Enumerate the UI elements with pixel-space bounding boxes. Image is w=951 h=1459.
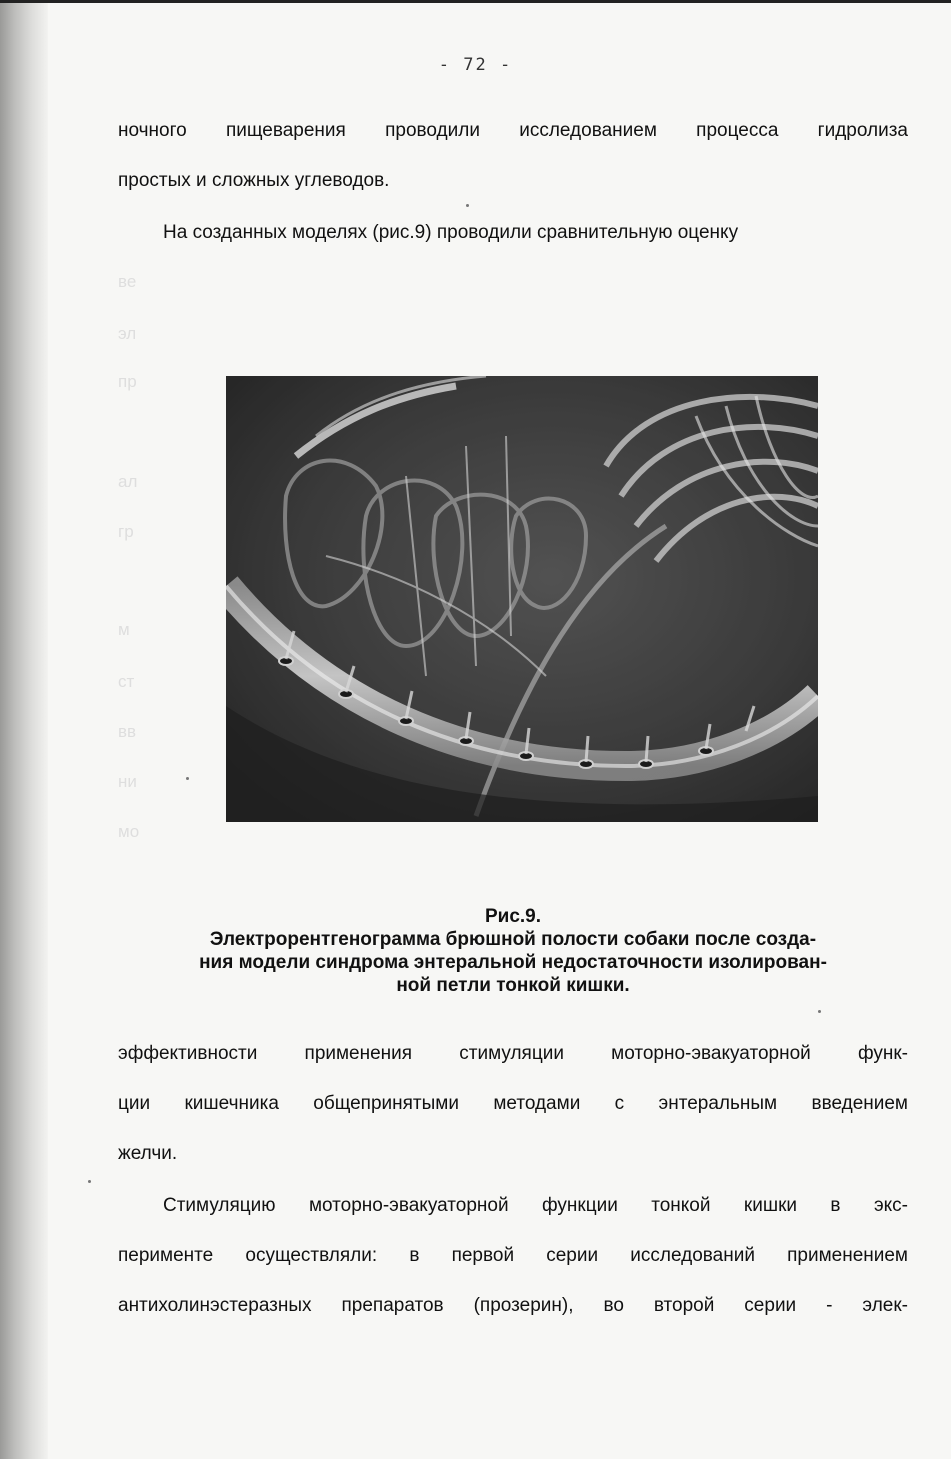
top-edge-rule (0, 0, 951, 3)
paragraph-line: ночного пищеварения проводили исследованием процесса гидролиза (118, 120, 908, 141)
caption-line: ния модели синдрома энтеральной недостаточности изолирован- (199, 952, 827, 973)
paragraph-line: эффективности применения стимуляции моторно-эвакуаторной функ- (118, 1043, 908, 1064)
bleed-through-text: ни (118, 772, 137, 791)
paragraph-line: антихолинэстеразных препаратов (прозерин), во второй серии - элек- (118, 1295, 908, 1316)
binding-shadow (0, 0, 48, 1459)
bleed-through-text: ал (118, 472, 138, 491)
bleed-through-text: ве (118, 272, 137, 291)
scan-speck (186, 777, 189, 780)
xray-image (226, 376, 818, 822)
bleed-through-text: ст (118, 672, 135, 691)
page-number: - 72 - (438, 55, 513, 75)
figure-label: Рис.9. (484, 906, 542, 927)
bleed-through-text: гр (118, 522, 134, 541)
paragraph-line: ции кишечника общепринятыми методами с энтеральным введением (118, 1093, 908, 1114)
paragraph-line: простых и сложных углеводов. (118, 170, 390, 191)
bleed-through-text: мо (118, 822, 140, 841)
paragraph-line: перименте осуществляли: в первой серии исследований применением (118, 1245, 908, 1266)
scan-speck (88, 1180, 91, 1183)
scan-speck (466, 204, 469, 207)
paragraph-line: На созданных моделях (рис.9) проводили сравнительную оценку (163, 222, 739, 243)
paragraph-line: Стимуляцию моторно-эвакуаторной функции тонкой кишки в экс- (163, 1195, 908, 1216)
bleed-through-text: пр (118, 372, 137, 391)
scan-speck (818, 1010, 821, 1013)
caption-line: Электрорентгенограмма брюшной полости собаки после созда- (209, 929, 817, 950)
bleed-through-text: м (118, 620, 130, 639)
figure-caption (118, 905, 908, 997)
paragraph-line: желчи. (118, 1143, 178, 1164)
caption-line: ной петли тонкой кишки. (396, 975, 630, 996)
bleed-through-text: эл (118, 324, 137, 343)
bleed-through-text: вв (118, 722, 137, 741)
xray-figure (226, 376, 818, 822)
